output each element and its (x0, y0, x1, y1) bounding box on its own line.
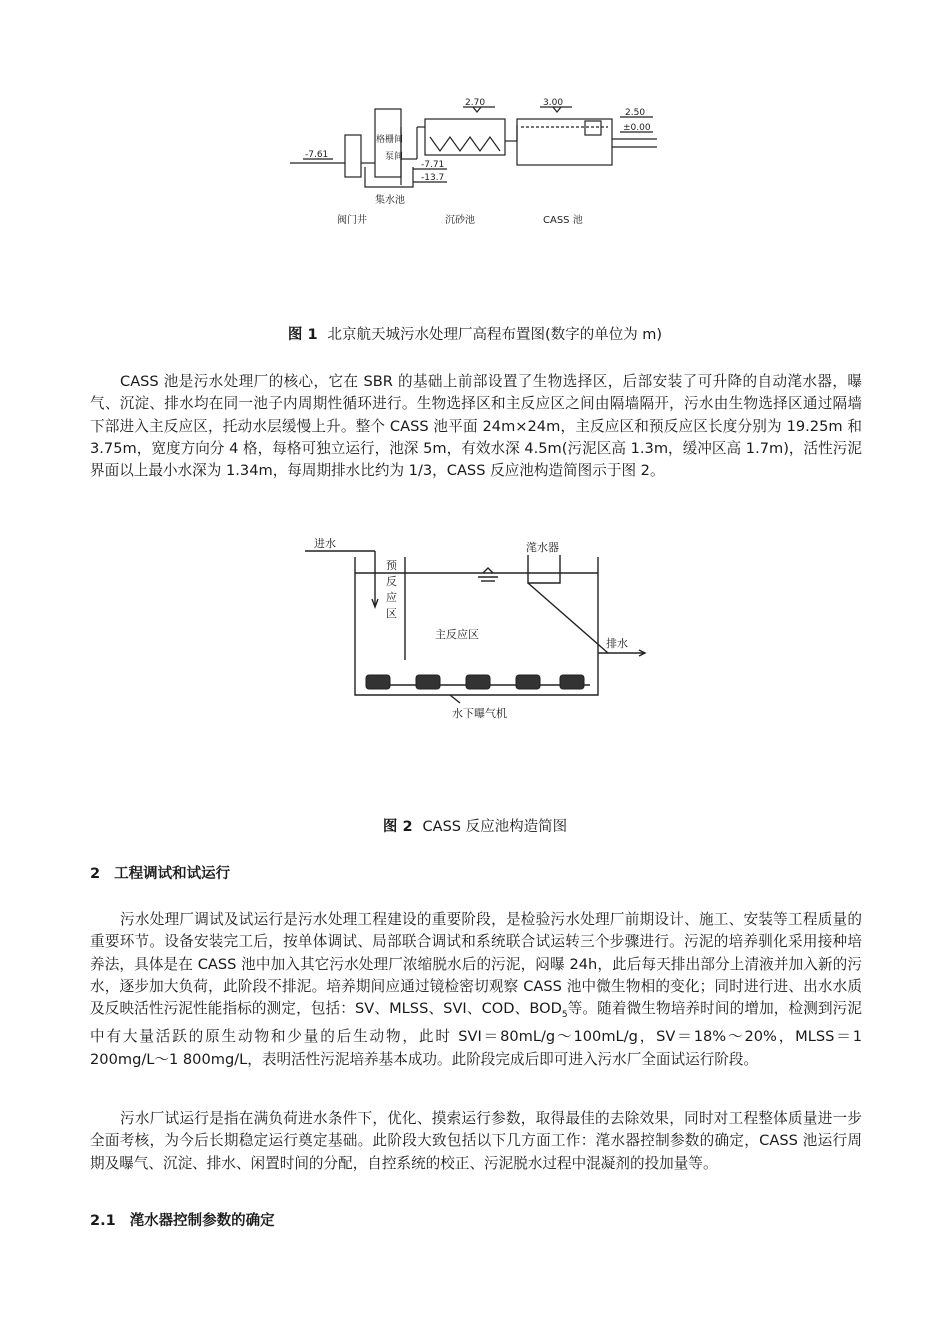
paragraph-trial-operation: 污水厂试运行是指在满负荷进水条件下，优化、摸索运行参数，取得最佳的去除效果，同时对工程整体质量进一步全面考核，为今后长期稳定运行奠定基础。此阶段大致包括以下几方面工作：滗水器控制参数的确定，CASS 池运行周期及曝气、沉淀、排水、闲置时间的分配，自控系统的校正、污泥脱水过程中混凝剂的投加量等。 (90, 1110, 862, 1172)
figure-2-caption (0, 815, 950, 836)
figure-1-caption-text: 北京航天城污水处理厂高程布置图(数字的单位为 m) (327, 327, 663, 343)
section-2-title: 工程调试和试运行 (114, 866, 231, 882)
elev-300-label: 3.00 (543, 98, 564, 108)
aerator-unit (366, 675, 390, 689)
grille-label: 格栅间 (376, 135, 404, 145)
figure-1-number: 图 1 (287, 327, 318, 343)
bod-subscript: 5 (561, 1010, 568, 1021)
aerator-unit (560, 675, 584, 689)
aerator-unit (466, 675, 490, 689)
cass-label: CASS 池 (543, 215, 583, 226)
aerator-label: 水下曝气机 (452, 707, 507, 720)
elev-771-label: -7.71 (421, 160, 445, 170)
aerator-unit (516, 675, 540, 689)
decanter-label: 滗水器 (526, 541, 559, 554)
figure-1-caption (0, 323, 950, 344)
cass-reactor-diagram (300, 535, 650, 725)
grit-chamber-shape (425, 119, 505, 155)
pre-zone-label-3: 应 (386, 591, 397, 604)
figure-2-number: 图 2 (382, 819, 413, 835)
valve-well-label: 阀门井 (337, 215, 367, 226)
elev-137-label: -13.7 (421, 173, 445, 183)
elevation-diagram (285, 97, 665, 232)
figure-1-elevation-diagram (285, 97, 665, 232)
elev-761-label: -7.61 (305, 150, 329, 160)
grit-hoppers (430, 137, 500, 151)
cass-tank-shape (517, 119, 612, 165)
figure-2-caption-text: CASS 反应池构造简图 (422, 819, 568, 835)
section-2-heading (90, 862, 230, 883)
sump-label: 集水池 (375, 195, 405, 206)
paragraph-commissioning-part-1: 污水处理厂调试及试运行是污水处理工程建设的重要阶段，是检验污水处理厂前期设计、施工、安装等工程质量的重要环节。设备安装完工后，按单体调试、局部联合调试和系统联合试运转三个步骤进行。污泥的培养驯化采用接种培养法，具体是在 CASS 池中加入其它污水处理厂浓缩脱水后的污泥，闷曝 24h，此后每天排出部分上清液并加入新的污水，逐步加大负荷，此阶段不排泥。培养期间应通过镜检密切观察 CASS 池中微生物相的变化；同时进行进、出水水质及反映活性污泥性能指标的测定，包括：SV、MLSS、SVI、COD、BOD (90, 911, 862, 1018)
aerator-unit (416, 675, 440, 689)
pre-zone-label-4: 区 (386, 607, 397, 620)
paragraph-commissioning-part-2: 等。随着微生物培养时间的增加，检测到污泥中有大量活跃的原生动物和少量的后生动物，此时 SVI＝80mL/g～100mL/g，SV＝18%～20%，MLSS＝1 200mg/L～1 800mg/L，表明活性污泥培养基本成功。此阶段完成后即可进入污水厂全面试运行阶段。 (90, 1000, 862, 1068)
inlet-label: 进水 (314, 537, 336, 550)
valve-well-shape (345, 135, 361, 177)
elev-000-label: ±0.00 (623, 123, 651, 133)
aerators (366, 675, 584, 689)
pump-label: 泵间 (385, 152, 404, 162)
section-2-1-number: 2.1 (90, 1213, 116, 1229)
outlet-label: 排水 (606, 637, 628, 650)
elev-250-label: 2.50 (625, 108, 646, 118)
section-2-1-heading (90, 1209, 275, 1230)
figure-2-cass-diagram (300, 535, 650, 725)
section-2-1-title: 滗水器控制参数的确定 (129, 1213, 275, 1229)
paragraph-cass-description: CASS 池是污水处理厂的核心，它在 SBR 的基础上前部设置了生物选择区，后部安装了可升降的自动滗水器，曝气、沉淀、排水均在同一池子内周期性循环进行。生物选择区和主反应区之间由隔墙隔开，污水由生物选择区通过隔墙下部进入主反应区，托动水层缓慢上升。整个 CASS 池平面 24m×24m，主反应区和预反应区长度分别为 19.25m 和 3.75m，宽度方向分 4 格，每格可独立运行，池深 5m，有效水深 4.5m(污泥区高 1.3m，缓冲区高 1.7m)，活性污泥界面以上最小水深为 1.34m，每周期排水比约为 1/3，CASS 反应池构造简图示于图 2。 (90, 373, 862, 480)
section-2-number: 2 (90, 866, 101, 882)
elev-270-label: 2.70 (465, 98, 486, 108)
paragraph-commissioning (90, 909, 862, 1071)
grit-label: 沉砂池 (445, 215, 475, 226)
main-zone-label: 主反应区 (435, 628, 479, 641)
pre-zone-label-2: 反 (386, 575, 397, 588)
pre-zone-label-1: 预 (386, 559, 397, 572)
decanter-shape (528, 555, 560, 583)
